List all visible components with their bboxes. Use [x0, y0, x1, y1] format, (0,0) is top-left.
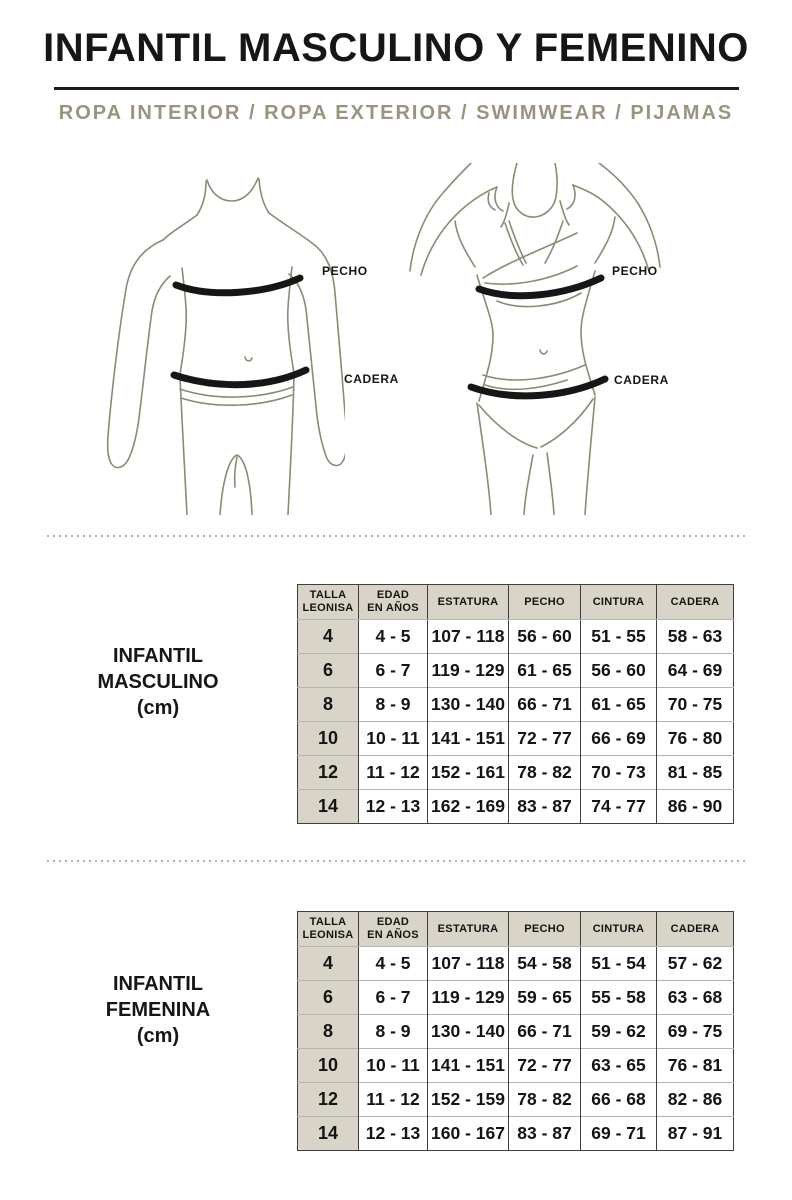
size-row	[298, 654, 734, 688]
size-row	[298, 1117, 734, 1151]
size-cell: 141 - 151	[428, 722, 509, 756]
size-cell: 162 - 169	[428, 790, 509, 824]
size-cell: 76 - 80	[657, 722, 734, 756]
size-cell: 51 - 54	[581, 947, 657, 981]
size-cell: 78 - 82	[509, 756, 581, 790]
column-header: CADERA	[657, 585, 734, 620]
male-hip-label: CADERA	[344, 372, 399, 386]
size-cell: 56 - 60	[509, 620, 581, 654]
size-cell: 59 - 62	[581, 1015, 657, 1049]
size-row	[298, 981, 734, 1015]
size-cell: 56 - 60	[581, 654, 657, 688]
size-row	[298, 1049, 734, 1083]
section-label-femenina	[48, 971, 268, 1049]
size-cell: 4	[298, 620, 359, 654]
table-header-row	[298, 912, 734, 947]
size-cell: 6	[298, 654, 359, 688]
size-cell: 130 - 140	[428, 688, 509, 722]
size-cell: 6	[298, 981, 359, 1015]
male-figure-illustration	[100, 163, 345, 515]
column-header: ESTATURA	[428, 585, 509, 620]
size-cell: 72 - 77	[509, 1049, 581, 1083]
size-cell: 8 - 9	[359, 1015, 428, 1049]
column-header: TALLA LEONISA	[298, 912, 359, 947]
size-cell: 152 - 161	[428, 756, 509, 790]
female-hip-label: CADERA	[614, 373, 669, 387]
size-cell: 57 - 62	[657, 947, 734, 981]
size-cell: 59 - 65	[509, 981, 581, 1015]
size-cell: 107 - 118	[428, 947, 509, 981]
size-cell: 66 - 69	[581, 722, 657, 756]
size-cell: 130 - 140	[428, 1015, 509, 1049]
size-cell: 8 - 9	[359, 688, 428, 722]
female-figure-illustration	[405, 163, 665, 515]
size-cell: 12	[298, 1083, 359, 1117]
size-row	[298, 1083, 734, 1117]
size-row	[298, 1015, 734, 1049]
column-header: CINTURA	[581, 585, 657, 620]
size-cell: 4	[298, 947, 359, 981]
section-label-line: INFANTIL	[113, 645, 203, 667]
page-title: INFANTIL MASCULINO Y FEMENINO	[43, 26, 749, 70]
column-header: ESTATURA	[428, 912, 509, 947]
section-label-line: FEMENINA	[105, 999, 211, 1021]
size-cell: 61 - 65	[581, 688, 657, 722]
size-row	[298, 790, 734, 824]
dotted-divider-top	[47, 535, 746, 537]
size-cell: 72 - 77	[509, 722, 581, 756]
section-label-masculino	[48, 643, 268, 721]
size-cell: 69 - 71	[581, 1117, 657, 1151]
column-header: EDAD EN AÑOS	[359, 585, 428, 620]
title-divider	[54, 87, 739, 90]
size-cell: 12	[298, 756, 359, 790]
size-cell: 61 - 65	[509, 654, 581, 688]
size-cell: 66 - 71	[509, 1015, 581, 1049]
section-label-line: MASCULINO	[97, 671, 219, 693]
size-cell: 10	[298, 1049, 359, 1083]
male-chest-label: PECHO	[322, 264, 368, 278]
size-cell: 86 - 90	[657, 790, 734, 824]
dotted-divider-bottom	[47, 860, 746, 862]
size-cell: 66 - 71	[509, 688, 581, 722]
size-cell: 14	[298, 790, 359, 824]
size-cell: 83 - 87	[509, 790, 581, 824]
column-header: PECHO	[509, 585, 581, 620]
female-chest-label: PECHO	[612, 264, 658, 278]
size-cell: 8	[298, 1015, 359, 1049]
size-cell: 70 - 73	[581, 756, 657, 790]
size-row	[298, 620, 734, 654]
size-cell: 10	[298, 722, 359, 756]
size-cell: 82 - 86	[657, 1083, 734, 1117]
size-cell: 55 - 58	[581, 981, 657, 1015]
size-cell: 58 - 63	[657, 620, 734, 654]
size-cell: 141 - 151	[428, 1049, 509, 1083]
size-cell: 78 - 82	[509, 1083, 581, 1117]
size-row	[298, 756, 734, 790]
size-cell: 4 - 5	[359, 620, 428, 654]
column-header: EDAD EN AÑOS	[359, 912, 428, 947]
column-header: CINTURA	[581, 912, 657, 947]
size-cell: 10 - 11	[359, 722, 428, 756]
table-header-row	[298, 585, 734, 620]
page-subtitle: ROPA INTERIOR / ROPA EXTERIOR / SWIMWEAR / PIJAMAS	[58, 102, 734, 124]
size-cell: 107 - 118	[428, 620, 509, 654]
size-table-femenina	[297, 911, 734, 1151]
size-cell: 64 - 69	[657, 654, 734, 688]
section-label-line: (cm)	[136, 697, 180, 719]
size-cell: 63 - 65	[581, 1049, 657, 1083]
size-cell: 12 - 13	[359, 1117, 428, 1151]
size-cell: 6 - 7	[359, 981, 428, 1015]
size-cell: 119 - 129	[428, 981, 509, 1015]
size-cell: 66 - 68	[581, 1083, 657, 1117]
size-cell: 70 - 75	[657, 688, 734, 722]
size-cell: 51 - 55	[581, 620, 657, 654]
size-cell: 81 - 85	[657, 756, 734, 790]
size-cell: 54 - 58	[509, 947, 581, 981]
size-cell: 14	[298, 1117, 359, 1151]
size-cell: 152 - 159	[428, 1083, 509, 1117]
size-cell: 11 - 12	[359, 756, 428, 790]
size-row	[298, 722, 734, 756]
size-table-masculino	[297, 584, 734, 824]
size-cell: 160 - 167	[428, 1117, 509, 1151]
size-row	[298, 947, 734, 981]
size-cell: 4 - 5	[359, 947, 428, 981]
size-row	[298, 688, 734, 722]
size-cell: 69 - 75	[657, 1015, 734, 1049]
size-cell: 11 - 12	[359, 1083, 428, 1117]
size-cell: 76 - 81	[657, 1049, 734, 1083]
section-label-line: (cm)	[136, 1025, 180, 1047]
column-header: PECHO	[509, 912, 581, 947]
size-cell: 83 - 87	[509, 1117, 581, 1151]
size-cell: 12 - 13	[359, 790, 428, 824]
size-cell: 87 - 91	[657, 1117, 734, 1151]
column-header: TALLA LEONISA	[298, 585, 359, 620]
section-label-line: INFANTIL	[113, 973, 203, 995]
column-header: CADERA	[657, 912, 734, 947]
size-cell: 10 - 11	[359, 1049, 428, 1083]
size-cell: 8	[298, 688, 359, 722]
size-cell: 119 - 129	[428, 654, 509, 688]
size-cell: 6 - 7	[359, 654, 428, 688]
size-cell: 63 - 68	[657, 981, 734, 1015]
size-cell: 74 - 77	[581, 790, 657, 824]
